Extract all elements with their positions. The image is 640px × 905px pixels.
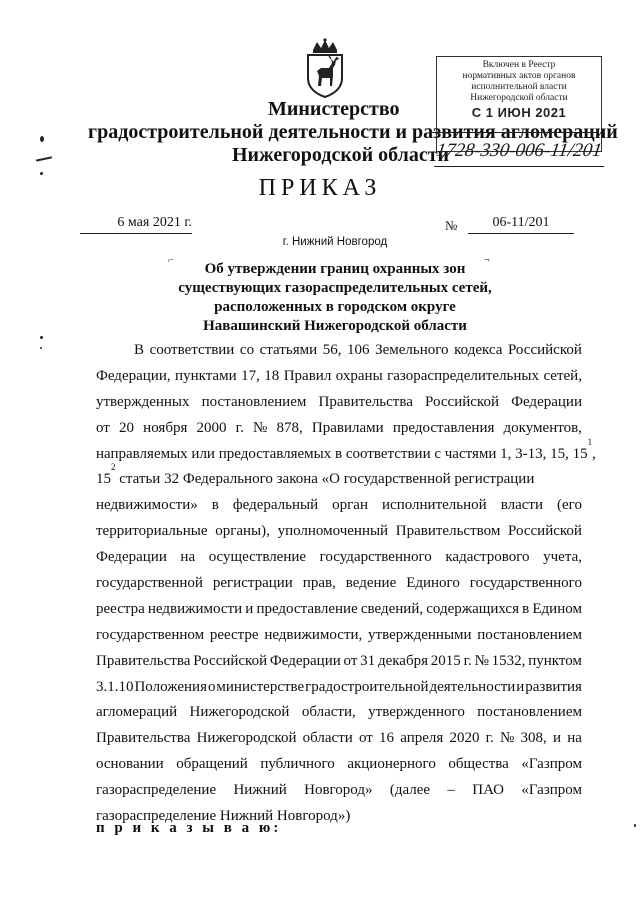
word: постановлением	[477, 626, 582, 643]
word: Правительства	[96, 652, 191, 669]
stamp-line: Включен в Реестр	[482, 60, 556, 70]
ministry-name-line3: Нижегородской области	[232, 144, 450, 166]
word: агломераций	[96, 704, 178, 721]
word: «Газпром	[521, 782, 582, 799]
word: 56,	[322, 342, 342, 358]
scan-speck	[40, 336, 43, 339]
word: осуществление	[208, 549, 307, 566]
word: территориальные	[96, 523, 208, 540]
word: министерстве	[216, 678, 305, 695]
word: №	[500, 730, 515, 747]
word: утвержденного	[368, 704, 465, 721]
word: государственного	[319, 549, 432, 566]
order-number: 06-11/201	[468, 215, 574, 234]
word: федеральный	[232, 497, 319, 514]
word: утвержденных	[96, 393, 190, 410]
body-line	[96, 338, 582, 364]
body-line	[96, 493, 582, 519]
word: от	[96, 419, 110, 436]
word: газораспределение	[96, 808, 220, 825]
word: деятельности	[429, 678, 516, 695]
word: Нижегородской	[189, 704, 290, 721]
word: (далее	[389, 782, 431, 799]
body-line-text: направляемых или предоставляемых в соответствии с частями 1, 3-13, 15, 15	[96, 445, 588, 462]
word: от	[343, 652, 358, 669]
subject-line: Навашинский Нижегородской области	[203, 318, 467, 334]
word: государственного	[469, 575, 582, 592]
word: 106	[347, 342, 370, 358]
word: основании	[96, 756, 164, 773]
word: ведение	[345, 575, 397, 592]
word: охраны	[335, 367, 383, 384]
word: предоставление	[256, 600, 358, 617]
stamp-line: Нижегородской области	[470, 93, 568, 103]
word: газораспределительных	[387, 367, 540, 384]
word: пунктом	[528, 652, 582, 669]
document-type-title: ПРИКАЗ	[258, 175, 382, 201]
word: Российской	[425, 393, 499, 410]
body-line: направляемых или предоставляемых в соответствии с частями 1, 3-13, 15, 15 1 ,	[96, 442, 582, 468]
word: (его	[557, 497, 582, 514]
superscript: 2	[111, 462, 116, 473]
word: градостроительной	[305, 678, 429, 695]
subject-line: Об утверждении границ охранных зон	[204, 261, 466, 277]
word: регистрации	[212, 575, 293, 592]
body-line	[96, 390, 582, 416]
word: №	[253, 419, 268, 436]
word: на	[567, 730, 582, 747]
subject-line: расположенных в городском округе	[214, 299, 456, 315]
word: Правилами	[311, 419, 384, 436]
ministry-name-line1: Министерство	[268, 98, 400, 120]
word: на	[180, 549, 196, 566]
word: 308,	[520, 730, 547, 747]
word: орган	[332, 497, 368, 514]
word: содержащихся	[426, 600, 519, 617]
coat-of-arms-icon	[301, 38, 349, 100]
word: пунктами	[175, 367, 237, 384]
stamp-strike-line	[430, 132, 598, 133]
word: реестра	[96, 600, 145, 617]
word: области	[302, 730, 353, 747]
word: 2000	[196, 419, 227, 436]
body-line	[96, 700, 582, 726]
word: утвержденными	[368, 626, 472, 643]
word: Земельного	[375, 342, 449, 358]
word: Правительством	[395, 523, 501, 540]
word: государственной	[96, 575, 203, 592]
stamp-date: С 1 ИЮН 2021	[471, 105, 567, 120]
number-sign: №	[445, 218, 458, 233]
word: недвижимости	[147, 600, 243, 617]
body-line	[96, 545, 582, 571]
word: государственном	[96, 626, 205, 643]
word: г.	[235, 419, 244, 436]
word: от	[359, 730, 373, 747]
word: статьями	[259, 342, 318, 358]
ministry-name-line2: градостроительной деятельности и развития агломераций	[88, 121, 618, 143]
word: Федерации	[96, 549, 167, 566]
word: в	[211, 497, 219, 514]
scan-speck	[40, 136, 44, 142]
word: 1532,	[491, 652, 526, 669]
subject-corner-left: ⌐	[168, 255, 174, 266]
word: документов,	[503, 419, 582, 436]
word: исполнительной	[382, 497, 487, 514]
word: и	[245, 600, 254, 617]
word: 17,	[241, 367, 260, 384]
word: «Газпром	[521, 756, 582, 773]
word: Правительства	[96, 730, 191, 747]
word: общества	[448, 756, 509, 773]
body-line	[96, 675, 582, 701]
word: постановлением	[201, 393, 307, 410]
preamble-text	[96, 338, 596, 830]
city-name: г. Нижний Новгород	[282, 236, 388, 248]
body-line	[96, 364, 582, 390]
body-line	[96, 778, 582, 804]
word: 20	[119, 419, 135, 436]
word: Едином	[532, 600, 582, 617]
word: Новгород»	[304, 782, 373, 799]
body-line-text: статьи 32 Федерального закона «О государственной регистрации	[115, 471, 535, 488]
word: в	[522, 600, 530, 617]
word: реестре	[209, 626, 259, 643]
body-line	[96, 752, 582, 778]
word: декабря	[377, 652, 428, 669]
order-subject	[150, 260, 520, 336]
word: 3.1.10	[96, 678, 134, 695]
word: 2020	[449, 730, 480, 747]
order-date: 6 мая 2021 г.	[80, 215, 192, 234]
subject-line: существующих газораспределительных сетей,	[178, 280, 492, 296]
word: Федерации,	[96, 367, 171, 384]
word: г.	[485, 730, 494, 747]
word: сведений,	[360, 600, 424, 617]
body-line	[96, 726, 582, 752]
word: власти	[500, 497, 543, 514]
word: и	[516, 678, 525, 695]
scan-speck	[40, 172, 43, 175]
word: №	[474, 652, 489, 669]
word: предоставления	[392, 419, 495, 436]
word: апреля	[400, 730, 444, 747]
body-line	[96, 623, 582, 649]
word: постановлением	[477, 704, 582, 721]
body-line	[96, 519, 582, 545]
word: Правительства	[318, 393, 413, 410]
word: прав,	[302, 575, 336, 592]
word: 878,	[276, 419, 303, 436]
word: Новгород»)	[276, 808, 351, 825]
word: недвижимости,	[264, 626, 363, 643]
word: со	[239, 342, 255, 358]
word: сетей,	[543, 367, 582, 384]
body-line	[96, 649, 582, 675]
word: ПАО	[472, 782, 505, 799]
word: акционерного	[347, 756, 436, 773]
word: Единого	[406, 575, 460, 592]
body-line-text: 15	[96, 471, 111, 488]
scan-speck	[634, 824, 636, 827]
word: и	[552, 730, 562, 747]
word: 2015	[430, 652, 461, 669]
order-directive: п р и к а з ы в а ю:	[96, 820, 282, 836]
word: области,	[301, 704, 356, 721]
body-line	[96, 416, 582, 442]
body-line	[96, 462, 582, 493]
word: соответствии	[149, 342, 235, 358]
word: недвижимости»	[96, 497, 198, 514]
word: кодекса	[454, 342, 503, 358]
body-line	[96, 597, 582, 623]
superscript: 1	[587, 436, 593, 447]
registry-number: 1728-330-006-11/201	[434, 140, 608, 167]
word: Российской	[508, 523, 582, 540]
word: Федерации	[269, 652, 341, 669]
word: Российской	[507, 342, 582, 358]
word: учета,	[543, 549, 582, 566]
stamp-line: нормативных актов органов	[462, 71, 576, 81]
word: В	[134, 342, 145, 358]
word: Положения	[134, 678, 207, 695]
scan-mark	[36, 156, 52, 161]
word: обращений	[176, 756, 248, 773]
word: газораспределение	[96, 782, 217, 799]
word: 18	[264, 367, 280, 384]
word: Нижегородской	[196, 730, 297, 747]
subject-corner-right: ¬	[484, 255, 490, 266]
word: 31	[360, 652, 376, 669]
word: кадастрового	[445, 549, 530, 566]
word: органы),	[215, 523, 270, 540]
word: Российской	[193, 652, 268, 669]
word: Федерации	[511, 393, 582, 410]
word: развития	[525, 678, 582, 695]
body-line	[96, 571, 582, 597]
word: ноября	[143, 419, 188, 436]
stamp-line: исполнительной власти	[471, 82, 567, 92]
word: Нижний	[219, 808, 277, 825]
word: уполномоченный	[277, 523, 389, 540]
word: о	[207, 678, 216, 695]
word: Нижний	[233, 782, 287, 799]
word: публичного	[260, 756, 335, 773]
word: Правил	[283, 367, 332, 384]
word: –	[447, 782, 455, 799]
word: г.	[463, 652, 472, 669]
scan-speck	[40, 347, 42, 349]
word: 16	[379, 730, 395, 747]
